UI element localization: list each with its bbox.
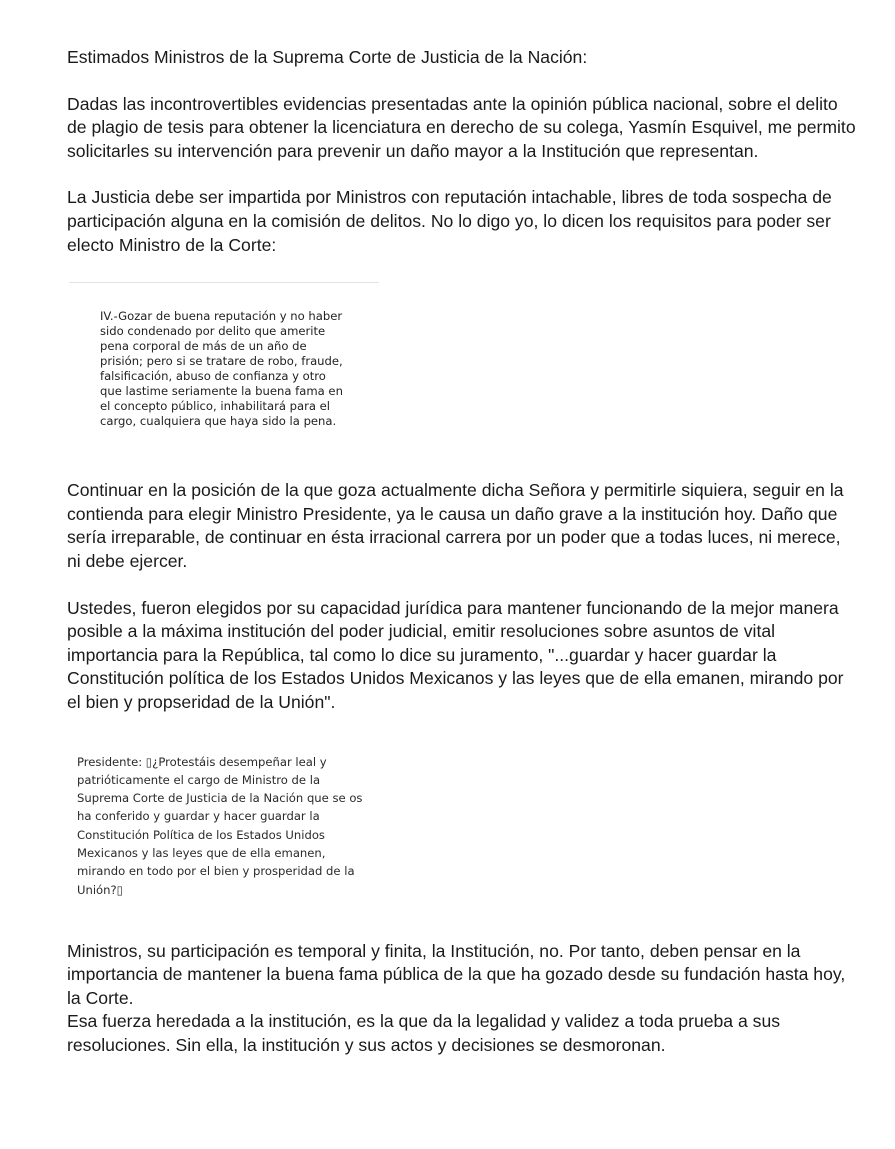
paragraph-evidence: Dadas las incontrovertibles evidencias presentadas ante la opinión pública nacional, sobre el delito de plagio de tesis para obtener la licenciatura en derecho de su colega, Yasmín Esquivel, me permito solicitarles su intervención para prevenir un daño mayor a la Institución que representan. <box>67 93 856 161</box>
paragraph-requirements: La Justicia debe ser impartida por Ministros con reputación intachable, libres de toda sospecha de participación alguna en la comisión de delitos. No lo digo yo, lo dicen los requisitos para poder ser electo Ministro de la Corte: <box>67 187 832 255</box>
paragraph-spacer <box>67 70 857 93</box>
requirement-quote-text: IV.-Gozar de buena reputación y no haber sido condenado por delito que amerite pena corporal de más de un año de prisión; pero si se tratare de robo, fraude, falsificación, abuso de confianza y otro que lastime seriamente la buena fama en el concepto público, inhabilitará para el cargo, cualquiera que haya sido la pena. <box>100 309 343 428</box>
paragraph-spacer <box>67 163 857 186</box>
paragraph-spacer <box>67 574 857 597</box>
paragraph-oath-reference: Ustedes, fueron elegidos por su capacidad jurídica para mantener funcionando de la mejor manera posible a la máxima institución del poder judicial, emitir resoluciones sobre asuntos de vital importancia para la República, tal como lo dice su juramento, "...guardar y hacer guardar la Constitución política de los Estados Unidos Mexicanos y las leyes que de ella emanen, mirando por el bien y propseridad de la Unión". <box>67 597 844 712</box>
excerpt-divider <box>69 282 379 283</box>
paragraph-damage: Continuar en la posición de la que goza actualmente dicha Señora y permitirle siquiera, seguir en la contienda para elegir Ministro Presidente, ya le causa un daño grave a la institución hoy. Daño que sería irreparable, de continuar en ésta irracional carrera por un poder que a todas luces, ni merece, ni debe ejercer. <box>67 480 844 571</box>
oath-excerpt <box>67 715 857 940</box>
letter-body <box>67 46 857 1057</box>
greeting: Estimados Ministros de la Suprema Corte de Justicia de la Nación: <box>67 47 588 67</box>
oath-quote-text: Presidente: ▯¿Protestáis desempeñar leal y patrióticamente el cargo de Ministro de la Suprema Corte de Justicia de la Nación que se os ha conferido y guardar y hacer guardar la Constitución Política de los Estados Unidos Mexicanos y las leyes que de ella emanen, mirando en todo por el bien y prosperidad de la Unión?▯ <box>77 754 363 897</box>
requirement-excerpt <box>67 257 857 479</box>
paragraph-conclusion: Esa fuerza heredada a la institución, es la que da la legalidad y validez a toda prueba a sus resoluciones. Sin ella, la institución y sus actos y decisiones se desmoronan. <box>67 1011 781 1055</box>
paragraph-institution: Ministros, su participación es temporal y finita, la Institución, no. Por tanto, deben pensar en la importancia de mantener la buena fama pública de la que ha gozado desde su fundación hasta hoy, la Corte. <box>67 940 846 1008</box>
